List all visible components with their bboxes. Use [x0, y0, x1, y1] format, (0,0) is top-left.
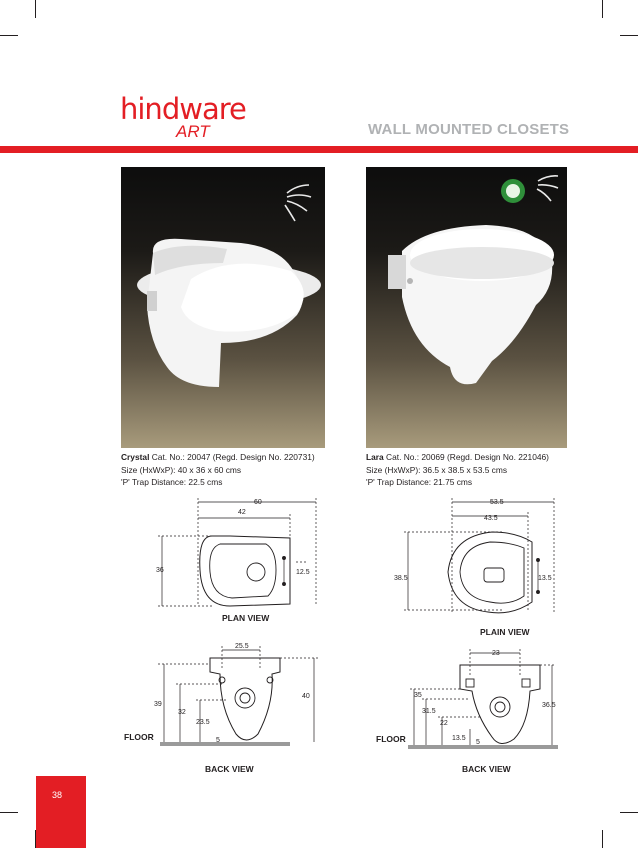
- dim-label: 31.5: [422, 708, 436, 715]
- spec-line-1: [121, 451, 351, 464]
- page-number: 38: [52, 790, 63, 800]
- floor-hatch: [160, 742, 290, 746]
- rimless-flush-icon: [285, 185, 311, 221]
- dim-label: 53.5: [490, 499, 504, 506]
- header-divider: [0, 146, 638, 153]
- dim-label: 36.5: [542, 702, 556, 709]
- crop-mark: [0, 35, 18, 36]
- back-view-drawing-lara: [400, 645, 562, 757]
- back-view-label: BACK VIEW: [205, 764, 254, 774]
- dim-label: 12.5: [296, 569, 310, 576]
- brand-line: ART: [176, 122, 210, 141]
- catalog-number: Cat. No.: 20047 (Regd. Design No. 220731): [151, 452, 315, 462]
- floor-label: FLOOR: [124, 732, 154, 742]
- rimless-flush-icon: [537, 176, 558, 201]
- spec-size: Size (HxWxP): 40 x 36 x 60 cms: [121, 464, 242, 475]
- floor-label: FLOOR: [376, 734, 406, 744]
- dim-label: 36: [156, 567, 164, 574]
- spec-trap-distance: 'P' Trap Distance: 22.5 cms: [121, 477, 223, 487]
- dim-label: 23.5: [196, 719, 210, 726]
- product-name: Lara: [366, 452, 384, 462]
- catalog-number: Cat. No.: 20069 (Regd. Design No. 221046): [386, 452, 549, 462]
- spec-size: Size (HxWxP): 36.5 x 38.5 x 53.5 cms: [366, 464, 508, 475]
- crop-mark: [0, 812, 18, 813]
- crop-mark: [35, 0, 36, 18]
- plan-view-label: PLAN VIEW: [222, 613, 270, 623]
- plan-view-drawing-crystal: [150, 492, 330, 616]
- dim-label: 5: [476, 739, 480, 746]
- dim-label: 43.5: [484, 515, 498, 522]
- dim-label: 38.5: [394, 575, 408, 582]
- plain-view-label: PLAIN VIEW: [480, 627, 530, 637]
- plan-view-drawing-lara: [392, 492, 562, 624]
- back-view-drawing-crystal: [150, 634, 320, 752]
- brand-logo: hindware: [120, 92, 246, 126]
- back-view-label: BACK VIEW: [462, 764, 511, 774]
- page-title: WALL MOUNTED CLOSETS: [368, 121, 570, 138]
- product-name: Crystal: [121, 452, 150, 462]
- dim-label: 22: [440, 720, 448, 727]
- crop-mark: [620, 35, 638, 36]
- product-photo-lara: [366, 167, 567, 448]
- crop-mark: [602, 830, 603, 848]
- spec-line-1: [366, 451, 596, 464]
- dim-label: 35: [414, 692, 422, 699]
- crop-mark: [620, 812, 638, 813]
- dim-label: 39: [154, 701, 162, 708]
- dim-label: 60: [254, 499, 262, 506]
- dim-label: 40: [302, 693, 310, 700]
- dim-label: 13.5: [452, 735, 466, 742]
- dim-label: 5: [216, 737, 220, 744]
- dim-label: 13.5: [538, 575, 552, 582]
- dim-label: 23: [492, 650, 500, 657]
- page-number-bar: [36, 776, 86, 848]
- spec-block-crystal: [121, 451, 351, 489]
- crop-mark: [602, 0, 603, 18]
- dim-label: 25.5: [235, 643, 249, 650]
- dim-label: 42: [238, 509, 246, 516]
- floor-hatch: [408, 745, 558, 749]
- product-photo-crystal: [121, 167, 325, 448]
- spec-trap-distance: 'P' Trap Distance: 21.75 cms: [366, 477, 473, 487]
- dim-label: 32: [178, 709, 186, 716]
- spec-block-lara: [366, 451, 596, 489]
